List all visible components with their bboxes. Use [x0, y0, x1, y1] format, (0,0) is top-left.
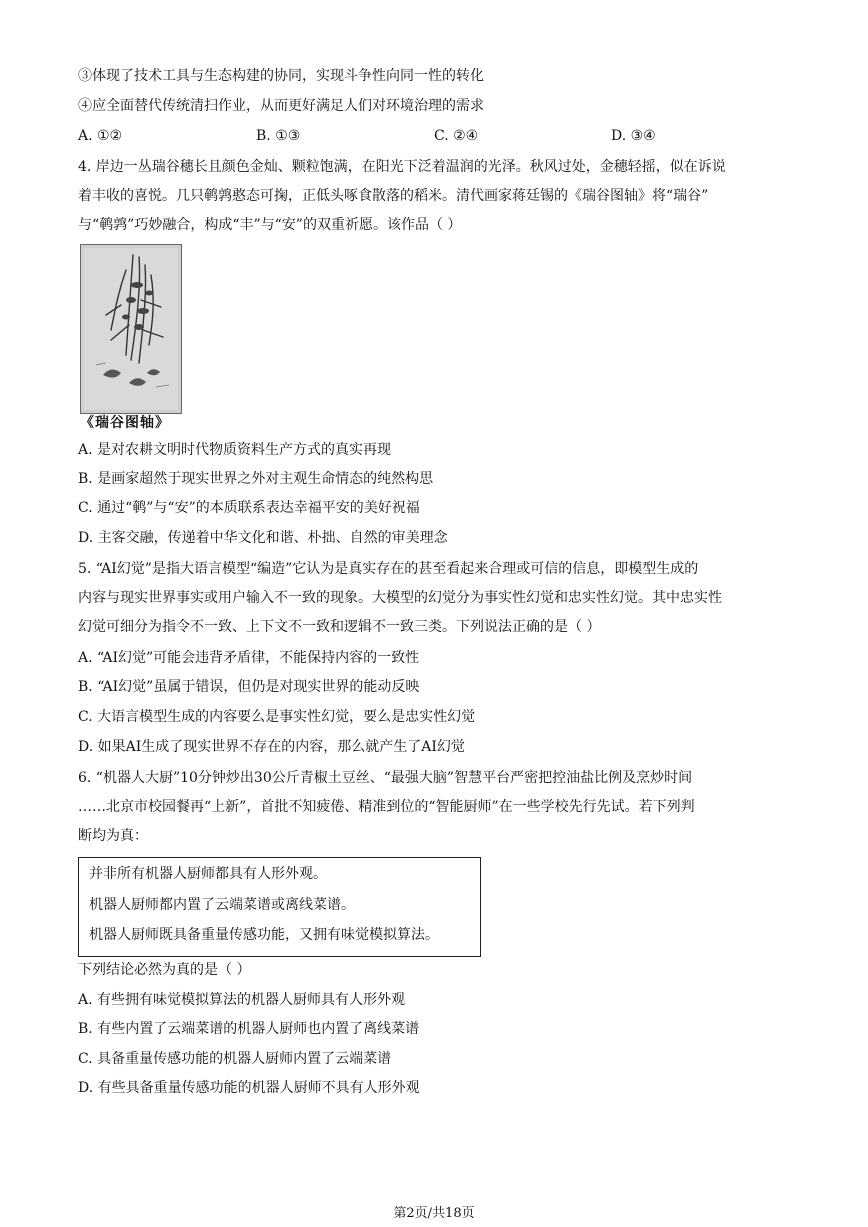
q3-option-d[interactable]: D. ③④	[611, 128, 656, 144]
q6-stem-line-3: 断均为真：	[78, 828, 148, 844]
q4-option-a[interactable]: A. 是对农耕文明时代物质资料生产方式的真实再现	[78, 442, 392, 458]
premise-2: 机器人厨师都内置了云端菜谱或离线菜谱。	[89, 897, 355, 913]
q5-option-d[interactable]: D. 如果AI生成了现实世界不存在的内容，那么就产生了AI幻觉	[78, 739, 465, 755]
q4-stem-line-3: 与“鹌鹑”巧妙融合，构成“丰”与“安”的双重祈愿。该作品（ ）	[78, 217, 462, 233]
q4-stem-line-1: 4. 岸边一丛瑞谷穗长且颜色金灿、颗粒饱满，在阳光下泛着温润的光泽。秋风过处，金穗轻摇，似在诉说	[78, 159, 726, 175]
q5-stem-line-1: 5. “AI幻觉”是指大语言模型“编造”它认为是真实存在的甚至看起来合理或可信的信息，即模型生成的	[78, 561, 699, 577]
q6-option-a[interactable]: A. 有些拥有味觉模拟算法的机器人厨师具有人形外观	[78, 992, 406, 1008]
q6-option-d[interactable]: D. 有些具备重量传感功能的机器人厨师不具有人形外观	[78, 1080, 420, 1096]
q6-option-b[interactable]: B. 有些内置了云端菜谱的机器人厨师也内置了离线菜谱	[78, 1021, 420, 1037]
painting-image	[80, 244, 182, 414]
q5-stem-line-3: 幻觉可细分为指令不一致、上下文不一致和逻辑不一致三类。下列说法正确的是（ ）	[78, 619, 601, 635]
painting-caption: 《瑞谷图轴》	[80, 415, 170, 431]
q5-stem-line-2: 内容与现实世界事实或用户输入不一致的现象。大模型的幻觉分为事实性幻觉和忠实性幻觉。其中忠实性	[78, 590, 722, 606]
premise-3: 机器人厨师既具备重量传感功能，又拥有味觉模拟算法。	[89, 927, 439, 943]
q3-option-a[interactable]: A. ①②	[78, 128, 123, 144]
q5-option-c[interactable]: C. 大语言模型生成的内容要么是事实性幻觉，要么是忠实性幻觉	[78, 709, 476, 725]
q4-stem-line-2: 着丰收的喜悦。几只鹌鹑憨态可掬，正低头啄食散落的稻米。清代画家蒋廷锡的《瑞谷图轴》将“瑞谷”	[78, 188, 709, 204]
premise-1: 并非所有机器人厨师都具有人形外观。	[89, 866, 327, 882]
q3-option-b[interactable]: B. ①③	[256, 128, 301, 144]
q5-option-a[interactable]: A. “AI幻觉”可能会违背矛盾律，不能保持内容的一致性	[78, 650, 420, 666]
q3-statement-3: ③体现了技术工具与生态构建的协同，实现斗争性向同一性的转化	[78, 68, 484, 84]
page-number: 第2页/共18页	[393, 1206, 475, 1221]
premises-box	[78, 857, 481, 957]
q6-question: 下列结论必然为真的是（ ）	[78, 962, 251, 978]
q5-option-b[interactable]: B. “AI幻觉”虽属于错误，但仍是对现实世界的能动反映	[78, 679, 420, 695]
q3-statement-4: ④应全面替代传统清扫作业，从而更好满足人们对环境治理的需求	[78, 98, 484, 114]
painting-artwork	[81, 245, 181, 413]
q3-option-c[interactable]: C. ②④	[434, 128, 479, 144]
q6-stem-line-1: 6. “机器人大厨”10分钟炒出30公斤青椒土豆丝、“最强大脑”智慧平台严密把控油盐比例及烹炒时间	[78, 770, 693, 786]
q3-options	[78, 126, 778, 146]
q4-option-d[interactable]: D. 主客交融，传递着中华文化和谐、朴拙、自然的审美理念	[78, 530, 448, 546]
q4-option-b[interactable]: B. 是画家超然于现实世界之外对主观生命情态的纯然构思	[78, 471, 434, 487]
q4-option-c[interactable]: C. 通过“鹌”与“安”的本质联系表达幸福平安的美好祝福	[78, 500, 420, 516]
q6-stem-line-2: ……北京市校园餐再“上新”，首批不知疲倦、精准到位的“智能厨师”在一些学校先行先试。若下列判	[78, 799, 695, 815]
q6-option-c[interactable]: C. 具备重量传感功能的机器人厨师内置了云端菜谱	[78, 1051, 392, 1067]
